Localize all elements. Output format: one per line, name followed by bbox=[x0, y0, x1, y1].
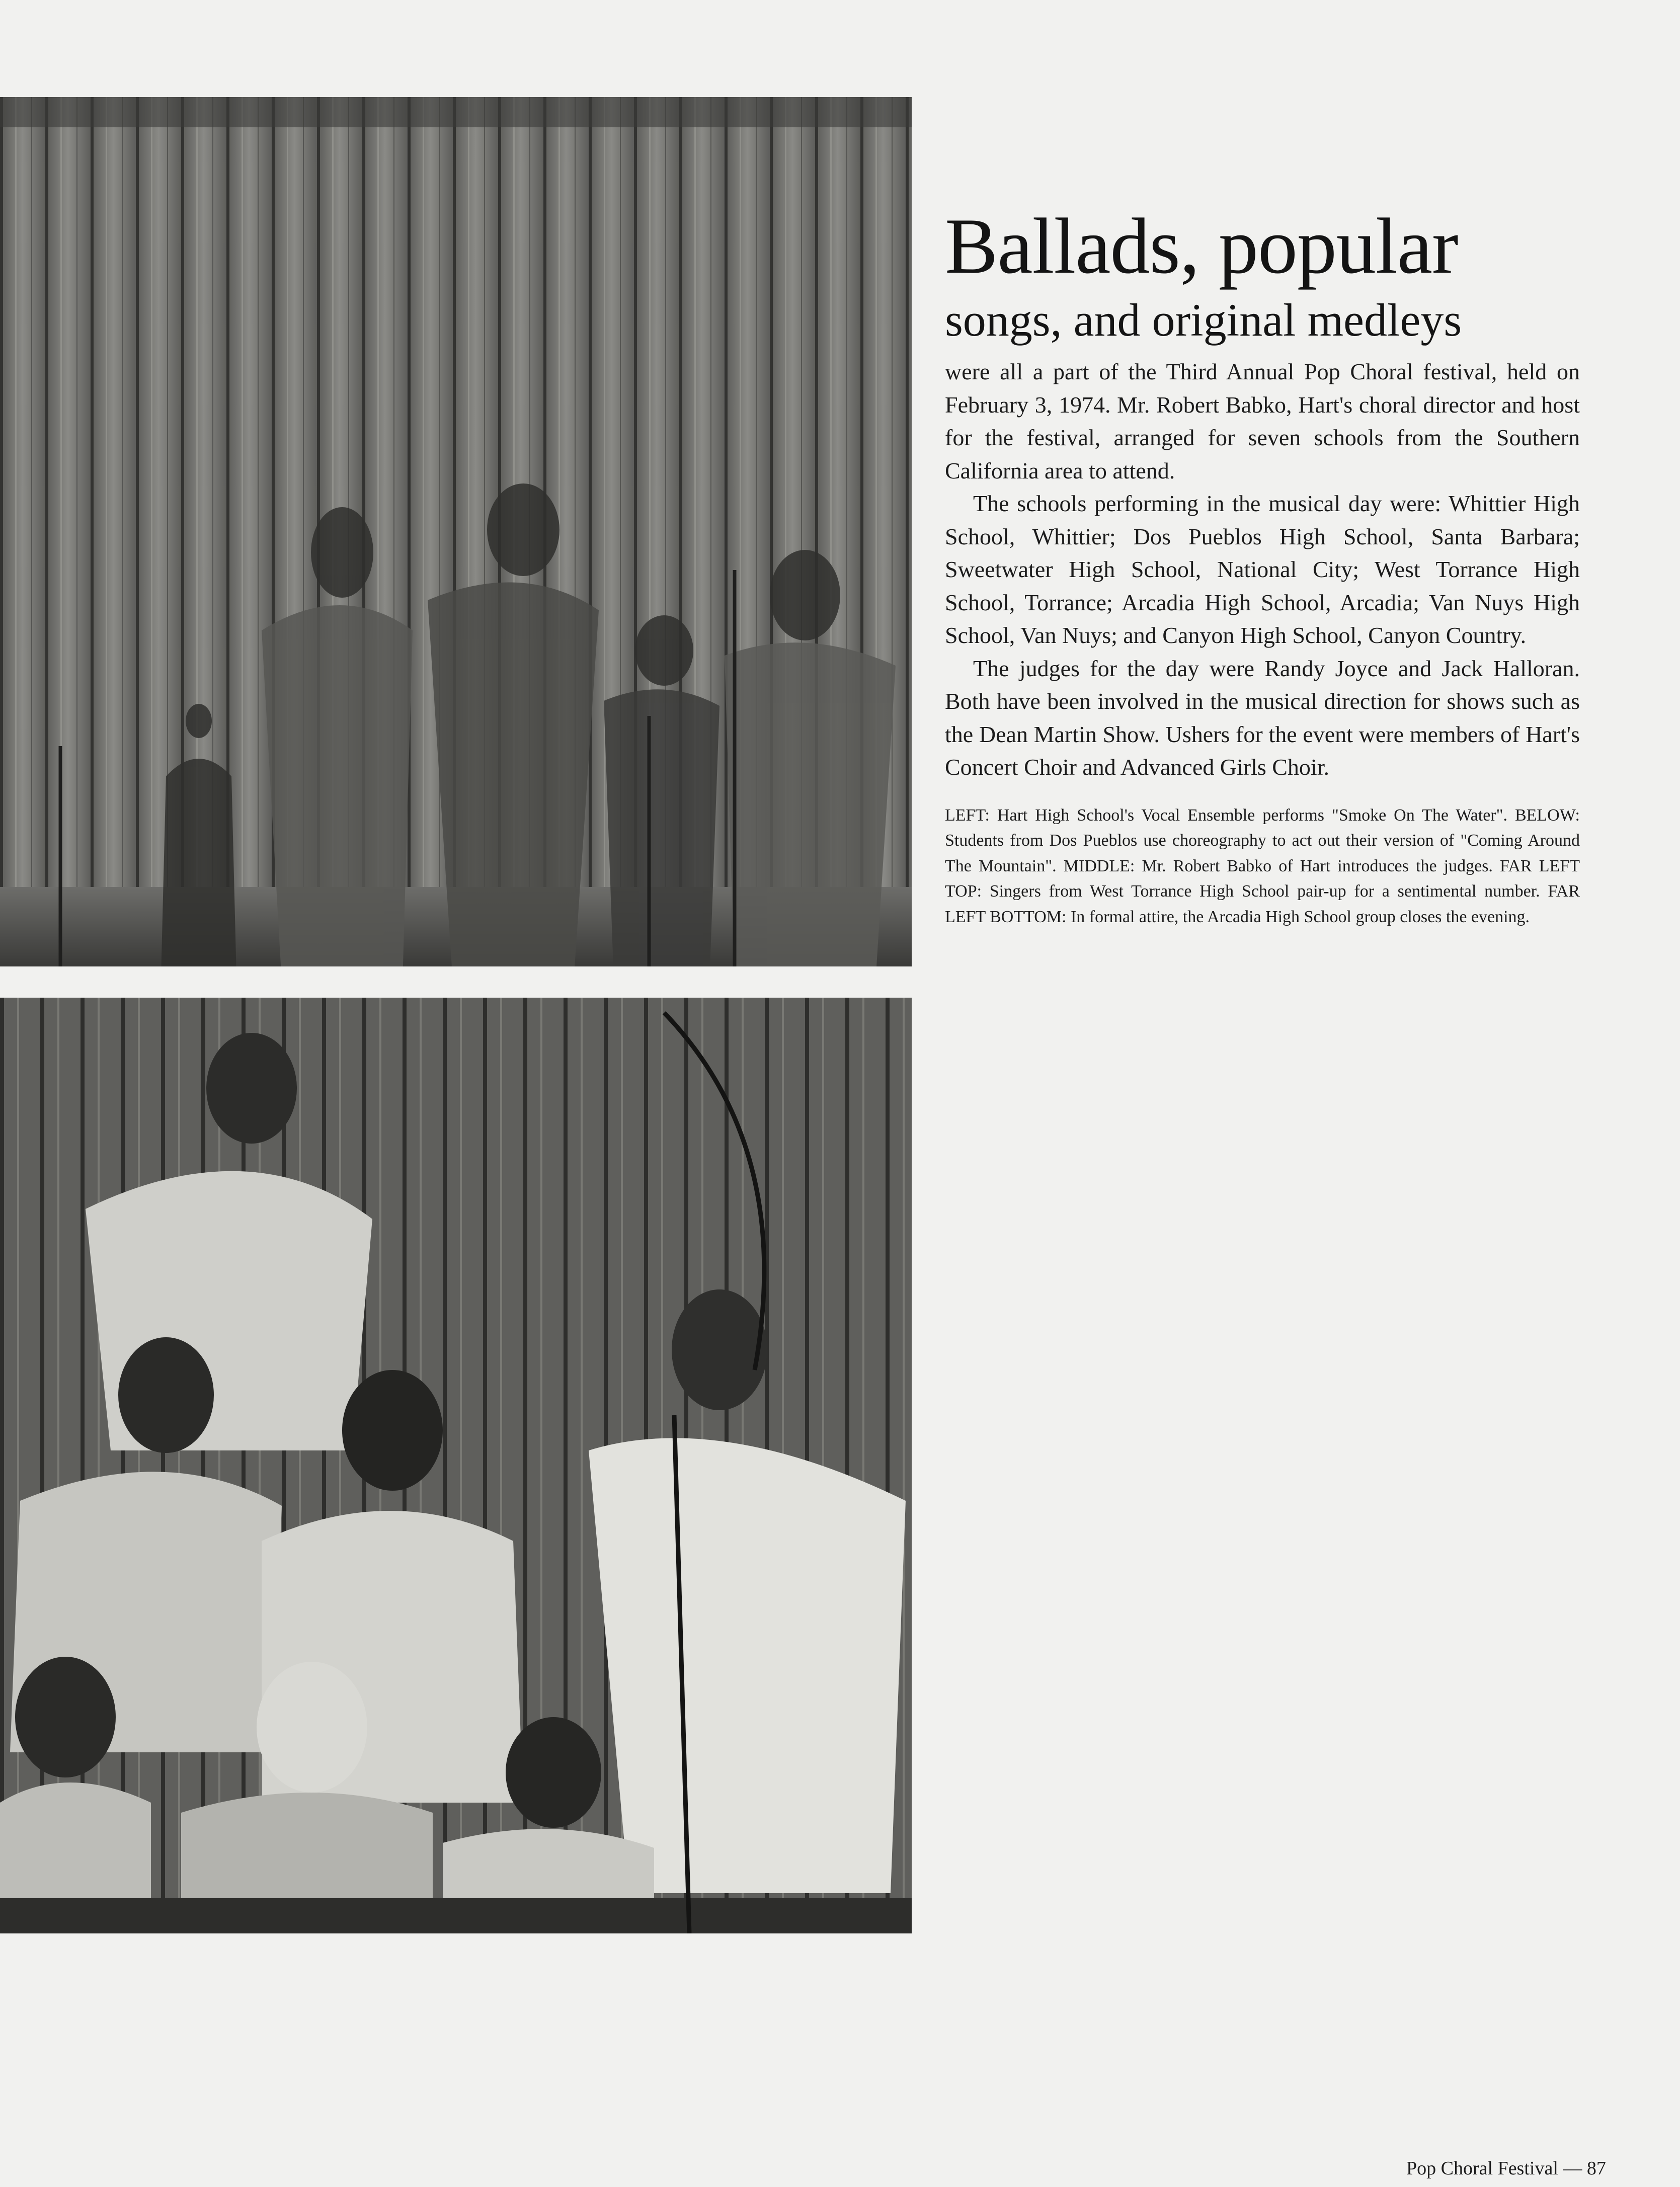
photo-caption: LEFT: Hart High School's Vocal Ensemble performs "Smoke On The Water". BELOW: Students from Dos Pueblos use choreography to act out their version of "Coming Around The Mountain". MIDDLE: Mr. Robert Babko of Hart introduces the judges. FAR LEFT TOP: Singers from West Torrance High School pair-up for a sentimental number. FAR LEFT BOTTOM: In formal attire, the Arcadia High School group closes the evening. bbox=[945, 805, 1580, 926]
article-column bbox=[945, 201, 1580, 930]
page-folio: Pop Choral Festival — 87 bbox=[1406, 2158, 1606, 2179]
paragraph-1: were all a part of the Third Annual Pop Choral festival, held on February 3, 1974. Mr. Robert Babko, Hart's choral director and host for the festival, arranged for seven schools from the Southern California area to attend. bbox=[945, 359, 1580, 483]
subheadline: songs, and original medleys bbox=[945, 294, 1462, 346]
headline: Ballads, popular bbox=[945, 202, 1458, 290]
top-photo-vocal-ensemble bbox=[0, 97, 912, 966]
top-photo-illustration bbox=[0, 97, 912, 966]
bottom-photo-illustration bbox=[0, 998, 912, 1933]
paragraph-2: The schools performing in the musical day were: Whittier High School, Whittier; Dos Pueblos High School, Santa Barbara; Sweetwater High School, National City; West Torrance High School, Torrance; Arcadia High School, Arcadia; Van Nuys High School, Van Nuys; and Canyon High School, Canyon Country. bbox=[945, 491, 1580, 648]
bottom-photo-dos-pueblos bbox=[0, 998, 912, 1933]
paragraph-3: The judges for the day were Randy Joyce and Jack Halloran. Both have been involved in the musical direction for shows such as the Dean Martin Show. Ushers for the event were members of Hart's Concert Choir and Advanced Girls Choir. bbox=[945, 655, 1580, 780]
article-body bbox=[945, 355, 1580, 784]
